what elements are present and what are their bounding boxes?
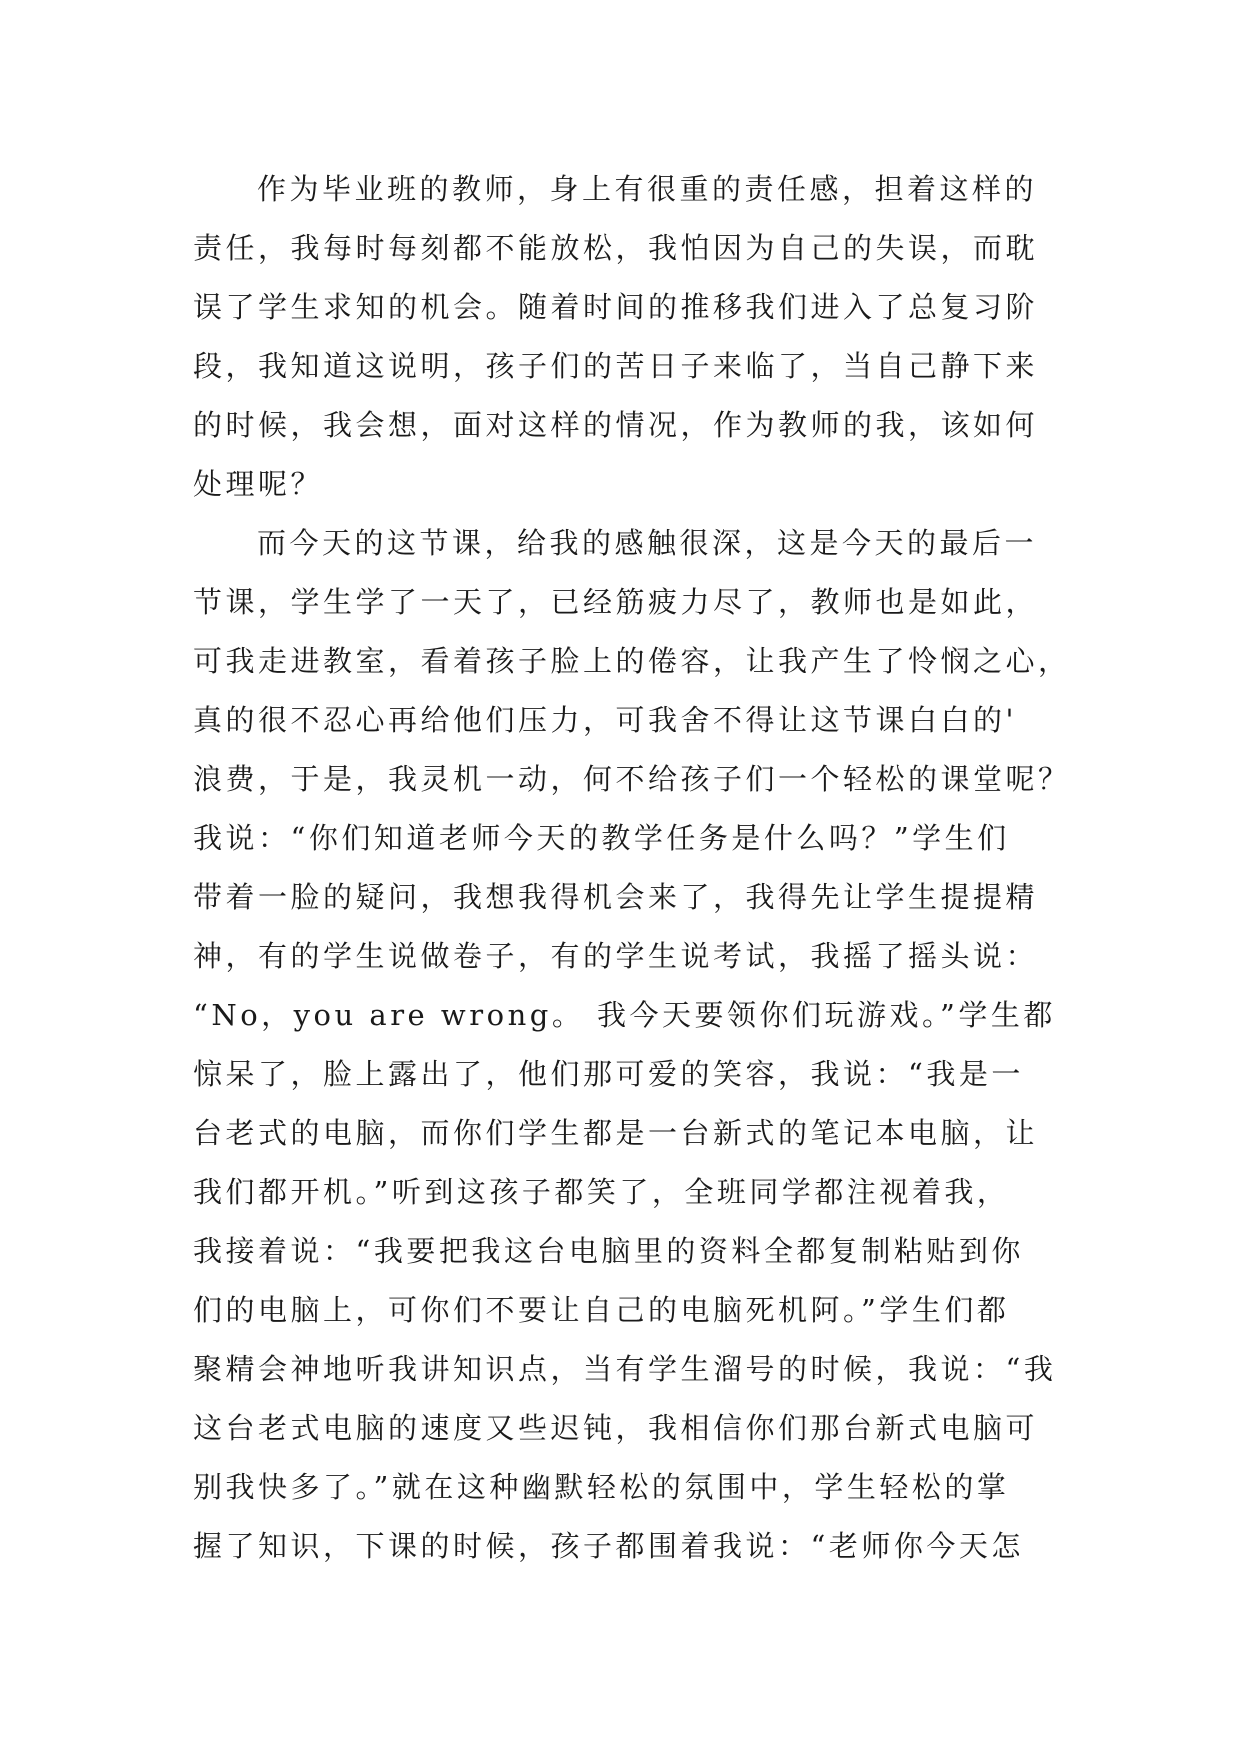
paragraph-2-line-14: 们的电脑上，可你们不要让自己的电脑死机阿。”学生们都 bbox=[193, 1293, 1010, 1327]
paragraph-2-line-9: “No，you are wrong。 我今天要领你们玩游戏。”学生都 bbox=[193, 998, 1056, 1032]
paragraph-2-line-17: 别我快多了。”就在这种幽默轻松的氛围中，学生轻松的掌 bbox=[193, 1470, 1010, 1504]
paragraph-1-line-4: 段，我知道这说明，孩子们的苦日子来临了，当自己静下来 bbox=[193, 349, 1039, 383]
paragraph-2-line-15: 聚精会神地听我讲知识点，当有学生溜号的时候，我说：“我 bbox=[193, 1352, 1057, 1386]
paragraph-2-line-10: 惊呆了，脸上露出了，他们那可爱的笑容，我说：“我是一 bbox=[193, 1057, 1024, 1091]
paragraph-2-line-16: 这台老式电脑的速度又些迟钝，我相信你们那台新式电脑可 bbox=[193, 1411, 1039, 1445]
paragraph-2-line-6: 我说：“你们知道老师今天的教学任务是什么吗？”学生们 bbox=[193, 821, 1010, 855]
paragraph-2-line-1: 而今天的这节课，给我的感触很深，这是今天的最后一 bbox=[257, 526, 1038, 560]
paragraph-1-line-1: 作为毕业班的教师，身上有很重的责任感，担着这样的 bbox=[257, 172, 1038, 206]
paragraph-1-line-3: 误了学生求知的机会。随着时间的推移我们进入了总复习阶 bbox=[193, 290, 1039, 324]
paragraph-2-line-3: 可我走进教室，看着孩子脸上的倦容，让我产生了怜悯之心， bbox=[193, 644, 1071, 678]
paragraph-2-line-8: 神，有的学生说做卷子，有的学生说考试，我摇了摇头说： bbox=[193, 939, 1039, 973]
paragraph-1-line-2: 责任，我每时每刻都不能放松，我怕因为自己的失误，而耽 bbox=[193, 231, 1039, 265]
paragraph-1-line-5: 的时候，我会想，面对这样的情况，作为教师的我，该如何 bbox=[193, 408, 1039, 442]
paragraph-2-line-11: 台老式的电脑，而你们学生都是一台新式的笔记本电脑，让 bbox=[193, 1116, 1039, 1150]
paragraph-2-line-4: 真的很不忍心再给他们压力，可我舍不得让这节课白白的' bbox=[193, 703, 1017, 737]
paragraph-2-line-13: 我接着说：“我要把我这台电脑里的资料全都复制粘贴到你 bbox=[193, 1234, 1024, 1268]
paragraph-2-line-12: 我们都开机。”听到这孩子都笑了，全班同学都注视着我， bbox=[193, 1175, 1010, 1209]
paragraph-1-line-6: 处理呢？ bbox=[193, 467, 324, 501]
paragraph-2-line-5: 浪费，于是，我灵机一动，何不给孩子们一个轻松的课堂呢？ bbox=[193, 762, 1071, 796]
body-text bbox=[193, 160, 1073, 1576]
paragraph-2-line-18: 握了知识，下课的时候，孩子都围着我说：“老师你今天怎 bbox=[193, 1529, 1024, 1563]
paragraph-2-line-2: 节课，学生学了一天了，已经筋疲力尽了，教师也是如此， bbox=[193, 585, 1039, 619]
paragraph-2-line-7: 带着一脸的疑问，我想我得机会来了，我得先让学生提提精 bbox=[193, 880, 1039, 914]
